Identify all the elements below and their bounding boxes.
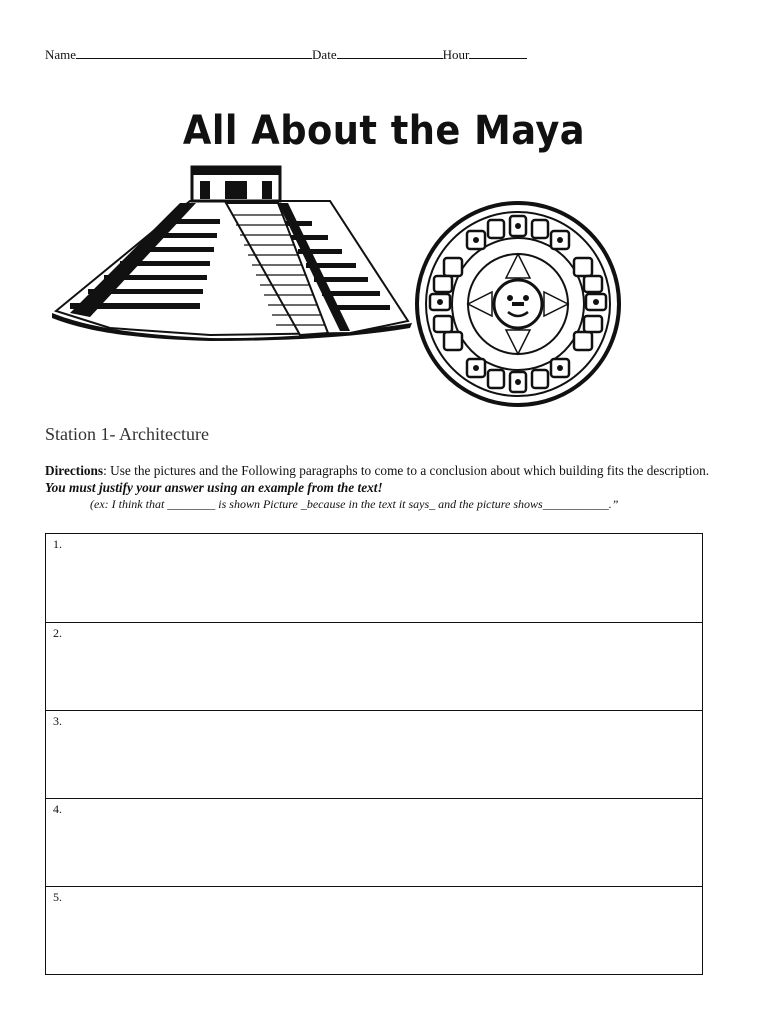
header-fields xyxy=(45,46,527,63)
answer-number: 2. xyxy=(53,626,62,640)
answer-row-5[interactable] xyxy=(46,886,702,974)
page-title: All About the Maya xyxy=(182,108,586,154)
answer-table xyxy=(45,533,703,975)
answer-row-2[interactable] xyxy=(46,622,702,710)
directions-emphasis: You must justify your answer using an example from the text! xyxy=(45,480,383,495)
maya-calendar-illustration xyxy=(414,198,622,410)
answer-row-4[interactable] xyxy=(46,798,702,886)
date-blank[interactable] xyxy=(337,46,443,59)
answer-number: 5. xyxy=(53,890,62,904)
directions-label: Directions xyxy=(45,463,104,478)
hour-blank[interactable] xyxy=(469,46,527,59)
answer-number: 1. xyxy=(53,537,62,551)
directions-paragraph xyxy=(45,462,717,496)
pyramid-illustration xyxy=(50,163,412,341)
answer-number: 4. xyxy=(53,802,62,816)
name-label: Name xyxy=(45,47,77,62)
answer-row-1[interactable] xyxy=(46,534,702,622)
station-heading: Station 1- Architecture xyxy=(45,424,209,444)
name-blank[interactable] xyxy=(76,46,312,59)
date-label: Date xyxy=(312,47,337,62)
answer-row-3[interactable] xyxy=(46,710,702,798)
answer-number: 3. xyxy=(53,714,62,728)
example-sentence: (ex: I think that ________ is shown Picture _because in the text it says_ and the picture shows___________.” xyxy=(90,497,619,511)
hour-label: Hour xyxy=(442,47,470,62)
directions-text: : Use the pictures and the Following paragraphs to come to a conclusion about which building fits the description. xyxy=(103,463,710,478)
